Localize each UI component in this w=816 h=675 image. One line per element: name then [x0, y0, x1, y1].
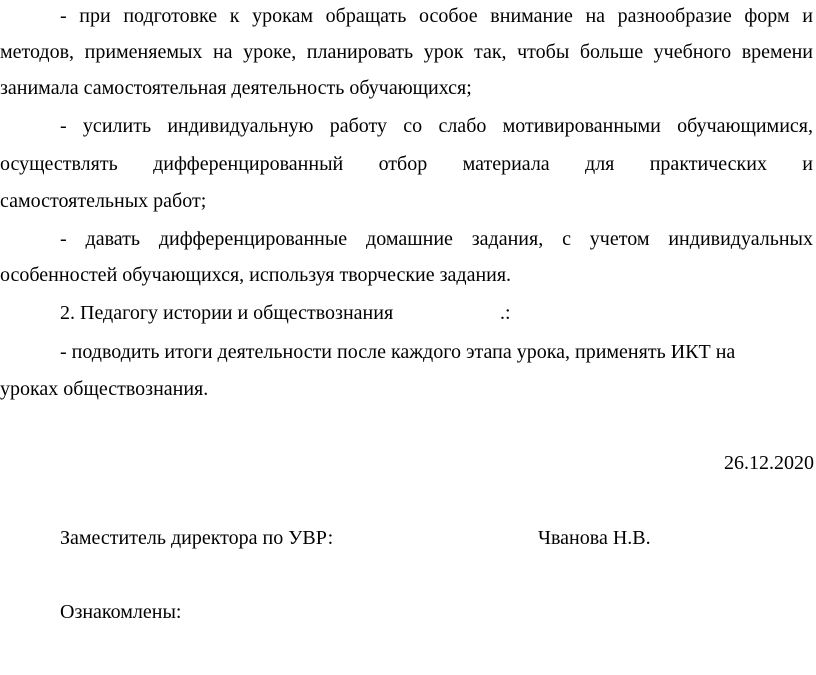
- document-date: 26.12.2020: [724, 452, 814, 474]
- section-2-heading: 2. Педагогу истории и обществознания: [60, 302, 394, 324]
- recommendation-item-1-line-2: методов, применяемых на уроке, планировать урок так, чтобы больше учебного времени: [0, 41, 813, 63]
- signatory-name: Чванова Н.В.: [538, 527, 651, 549]
- recommendation-item-2-line-1: - усилить индивидуальную работу со слабо мотивированными обучающимися,: [60, 115, 813, 137]
- acknowledged-label: Ознакомлены:: [60, 601, 182, 623]
- recommendation-item-1-line-3: занимала самостоятельная деятельность обучающихся;: [0, 77, 472, 99]
- recommendation-item-1-line-1: - при подготовке к урокам обращать особое внимание на разнообразие форм и: [60, 5, 813, 27]
- section-2-heading-suffix: .:: [500, 302, 511, 324]
- recommendation-item-3-line-2: особенностей обучающихся, используя творческие задания.: [0, 264, 512, 286]
- recommendation-item-2-line-2: осуществлять дифференцированный отбор материала для практических и: [0, 153, 813, 175]
- recommendation-item-2-line-3: самостоятельных работ;: [0, 190, 207, 212]
- recommendation-item-4-line-2: уроках обществознания.: [0, 378, 209, 400]
- recommendation-item-4-line-1: - подводить итоги деятельности после каждого этапа урока, применять ИКТ на: [60, 341, 736, 363]
- signatory-title: Заместитель директора по УВР:: [60, 527, 334, 549]
- recommendation-item-3-line-1: - давать дифференцированные домашние задания, с учетом индивидуальных: [60, 228, 813, 250]
